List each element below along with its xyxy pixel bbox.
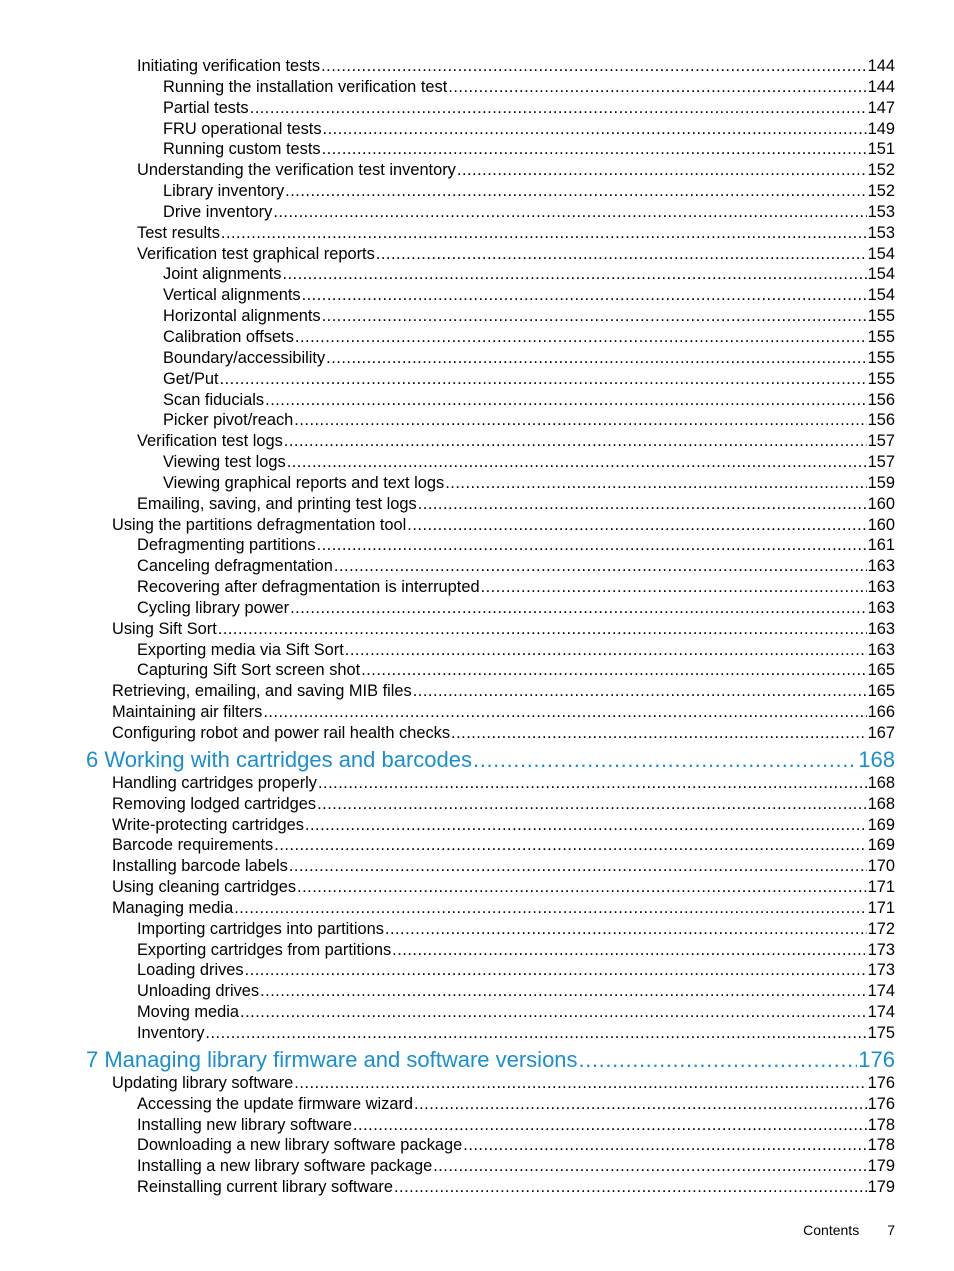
dot-leader	[481, 577, 867, 598]
toc-entry[interactable]	[0, 494, 954, 515]
dot-leader	[473, 746, 857, 773]
dot-leader	[287, 452, 867, 473]
toc-entry-title: Installing barcode labels	[112, 857, 288, 876]
toc-entry-title: Verification test logs	[137, 432, 283, 451]
toc-entry-title: Moving media	[137, 1003, 240, 1022]
dot-leader	[221, 223, 867, 244]
dot-leader	[414, 1094, 867, 1115]
dot-leader	[407, 515, 866, 536]
toc-entry-title: Running custom tests	[163, 140, 321, 159]
toc-entry-title: 6 Working with cartridges and barcodes	[86, 746, 473, 772]
toc-entry-title: Scan fiducials	[163, 390, 265, 409]
toc-entry-page: 165	[867, 682, 895, 701]
toc-entry[interactable]	[0, 1115, 954, 1136]
toc-entry[interactable]	[0, 598, 954, 619]
dot-leader	[282, 264, 866, 285]
toc-entry[interactable]	[0, 473, 954, 494]
page-footer	[803, 1222, 895, 1238]
toc-entry-page: 155	[867, 348, 895, 367]
dot-leader	[326, 348, 866, 369]
toc-entry-page: 144	[867, 57, 895, 75]
toc-entry[interactable]	[0, 702, 954, 723]
toc-entry[interactable]	[0, 577, 954, 598]
dot-leader	[463, 1135, 866, 1156]
toc-entry-title: Installing new library software	[137, 1115, 352, 1134]
toc-entry-title: Canceling defragmentation	[137, 557, 333, 576]
toc-entry-title: Library inventory	[163, 182, 285, 201]
toc-entry[interactable]	[0, 77, 954, 98]
toc-entry-page: 168	[867, 794, 895, 813]
toc-entry-title: Viewing test logs	[163, 453, 286, 472]
toc-entry-page: 147	[867, 98, 895, 117]
toc-entry-title: Maintaining air filters	[112, 703, 263, 722]
dot-leader	[274, 835, 866, 856]
toc-entry[interactable]	[0, 369, 954, 390]
toc-entry[interactable]	[0, 452, 954, 473]
dot-leader	[385, 919, 867, 940]
toc-entry-page: 179	[867, 1157, 895, 1176]
toc-entry[interactable]	[0, 285, 954, 306]
toc-entry-page: 168	[858, 746, 895, 772]
dot-leader	[392, 940, 866, 961]
toc-entry[interactable]	[0, 681, 954, 702]
toc-entry-title: 7 Managing library firmware and software versions	[86, 1046, 578, 1072]
toc-entry-page: 165	[867, 661, 895, 680]
toc-entry[interactable]	[0, 223, 954, 244]
toc-entry[interactable]	[0, 1094, 954, 1115]
toc-entry-title: Horizontal alignments	[163, 307, 321, 326]
toc-entry-page: 175	[867, 1023, 895, 1042]
toc-entry-title: Initiating verification tests	[137, 57, 321, 75]
toc-entry-page: 171	[867, 898, 895, 917]
toc-entry[interactable]	[0, 1135, 954, 1156]
toc-entry-title: Defragmenting partitions	[137, 536, 316, 555]
toc-entry-page: 163	[867, 640, 895, 659]
dot-leader	[290, 598, 867, 619]
dot-leader	[445, 473, 866, 494]
toc-entry-page: 170	[867, 857, 895, 876]
toc-entry-page: 157	[867, 432, 895, 451]
toc-entry-title: Verification test graphical reports	[137, 244, 375, 263]
dot-leader	[218, 619, 867, 640]
dot-leader	[317, 535, 867, 556]
toc-entry[interactable]	[0, 940, 954, 961]
toc-entry-page: 163	[867, 578, 895, 597]
toc-entry-title: Removing lodged cartridges	[112, 794, 317, 813]
toc-entry-page: 149	[867, 119, 895, 138]
dot-leader	[263, 702, 866, 723]
toc-entry[interactable]	[0, 919, 954, 940]
toc-entry[interactable]	[0, 723, 954, 744]
toc-entry-page: 168	[867, 773, 895, 792]
toc-entry-page: 154	[867, 244, 895, 263]
toc-entry[interactable]	[0, 1156, 954, 1177]
toc-entry-page: 174	[867, 1003, 895, 1022]
toc-entry[interactable]	[0, 1002, 954, 1023]
toc-entry-title: Downloading a new library software package	[137, 1136, 463, 1155]
toc-entry-page: 163	[867, 598, 895, 617]
toc-entry[interactable]	[0, 835, 954, 856]
dot-leader	[240, 1002, 867, 1023]
toc-entry-page: 156	[867, 411, 895, 430]
toc-entry-page: 159	[867, 473, 895, 492]
toc-entry-title: Inventory	[137, 1023, 205, 1042]
dot-leader	[234, 898, 866, 919]
toc-entry[interactable]	[0, 898, 954, 919]
dot-leader	[418, 494, 867, 515]
dot-leader	[302, 285, 867, 306]
dot-leader	[294, 1073, 866, 1094]
dot-leader	[321, 56, 867, 77]
toc-entry[interactable]	[0, 515, 954, 536]
toc-entry-page: 160	[867, 515, 895, 534]
toc-entry-page: 144	[867, 77, 895, 96]
toc-entry-title: Drive inventory	[163, 202, 273, 221]
toc-entry-title: Retrieving, emailing, and saving MIB files	[112, 682, 412, 701]
toc-entry-page: 153	[867, 223, 895, 242]
dot-leader	[579, 1046, 858, 1073]
toc-entry[interactable]	[0, 1177, 954, 1198]
dot-leader	[260, 981, 867, 1002]
toc-entry-title: Configuring robot and power rail health checks	[112, 724, 451, 742]
toc-entry-page: 155	[867, 327, 895, 346]
dot-leader	[433, 1156, 866, 1177]
toc-entry-page: 160	[867, 494, 895, 513]
toc-entry-page: 151	[867, 140, 895, 159]
dot-leader	[205, 1023, 866, 1044]
toc-entry-title: Vertical alignments	[163, 286, 301, 305]
toc-entry-title: Calibration offsets	[163, 327, 294, 346]
toc-entry-title: Joint alignments	[163, 265, 282, 284]
toc-entry-page: 169	[867, 836, 895, 855]
toc-entry[interactable]	[0, 181, 954, 202]
toc-entry-title: FRU operational tests	[163, 119, 322, 138]
toc-entry-page: 173	[867, 940, 895, 959]
dot-leader	[394, 1177, 867, 1198]
toc-entry-title: Installing a new library software package	[137, 1157, 433, 1176]
toc-entry-page: 178	[867, 1115, 895, 1134]
toc-entry-title: Write-protecting cartridges	[112, 815, 304, 834]
toc-entry[interactable]	[0, 244, 954, 265]
toc-entry-title: Recovering after defragmentation is interrupted	[137, 578, 480, 597]
toc-entry[interactable]	[0, 640, 954, 661]
toc-entry[interactable]	[0, 1023, 954, 1044]
toc-entry[interactable]	[0, 119, 954, 140]
toc-entry[interactable]	[0, 264, 954, 285]
toc-entry[interactable]	[0, 773, 954, 794]
toc-entry-title: Understanding the verification test inventory	[137, 161, 456, 180]
toc-entry[interactable]	[0, 1073, 954, 1094]
toc-entry[interactable]	[0, 56, 954, 77]
toc-entry-title: Handling cartridges properly	[112, 773, 317, 792]
toc-entry-page: 176	[858, 1046, 895, 1072]
dot-leader	[317, 794, 867, 815]
dot-leader	[273, 202, 866, 223]
toc-entry-page: 173	[867, 961, 895, 980]
toc-entry-title: Get/Put	[163, 369, 219, 388]
toc-chapter-entry[interactable]	[0, 1046, 954, 1073]
toc-entry-title: Picker pivot/reach	[163, 411, 294, 430]
toc-entry-title: Updating library software	[112, 1073, 294, 1092]
toc-entry[interactable]	[0, 202, 954, 223]
dot-leader	[413, 681, 867, 702]
dot-leader	[323, 119, 867, 140]
footer-page-number: 7	[887, 1222, 895, 1238]
toc-entry-title: Loading drives	[137, 961, 244, 980]
toc-entry-title: Importing cartridges into partitions	[137, 919, 384, 938]
toc-entry-page: 154	[867, 265, 895, 284]
dot-leader	[376, 244, 867, 265]
toc-entry[interactable]	[0, 348, 954, 369]
toc-entry-title: Capturing Sift Sort screen shot	[137, 661, 361, 680]
dot-leader	[451, 723, 867, 744]
toc-entry-page: 179	[867, 1178, 895, 1197]
toc-entry-page: 172	[867, 919, 895, 938]
toc-entry[interactable]	[0, 660, 954, 681]
toc-entry-title: Exporting media via Sift Sort	[137, 640, 344, 659]
toc-entry[interactable]	[0, 815, 954, 836]
dot-leader	[297, 877, 867, 898]
toc-entry-title: Cycling library power	[137, 598, 290, 617]
toc-entry-title: Using the partitions defragmentation tool	[112, 515, 407, 534]
toc-entry-page: 167	[867, 724, 895, 742]
toc-entry-title: Reinstalling current library software	[137, 1178, 393, 1197]
toc-entry-title: Unloading drives	[137, 982, 260, 1001]
toc-entry[interactable]	[0, 160, 954, 181]
dot-leader	[284, 431, 867, 452]
toc-entry-title: Exporting cartridges from partitions	[137, 940, 392, 959]
dot-leader	[305, 815, 867, 836]
toc-entry[interactable]	[0, 794, 954, 815]
toc-entry-title: Viewing graphical reports and text logs	[163, 473, 445, 492]
toc-entry-title: Test results	[137, 223, 220, 242]
table-of-contents	[0, 56, 954, 1198]
toc-entry-page: 156	[867, 390, 895, 409]
dot-leader	[318, 773, 867, 794]
dot-leader	[289, 856, 867, 877]
toc-entry-page: 153	[867, 202, 895, 221]
toc-entry[interactable]	[0, 877, 954, 898]
dot-leader	[448, 77, 866, 98]
toc-entry-page: 178	[867, 1136, 895, 1155]
toc-entry-title: Boundary/accessibility	[163, 348, 326, 367]
toc-entry-title: Managing media	[112, 898, 234, 917]
toc-entry[interactable]	[0, 619, 954, 640]
toc-entry-page: 163	[867, 557, 895, 576]
dot-leader	[361, 660, 866, 681]
toc-entry-title: Emailing, saving, and printing test logs	[137, 494, 417, 513]
toc-entry-page: 174	[867, 982, 895, 1001]
toc-entry-page: 157	[867, 453, 895, 472]
dot-leader	[220, 369, 867, 390]
footer-section-label: Contents	[803, 1222, 860, 1238]
toc-entry[interactable]	[0, 139, 954, 160]
toc-entry[interactable]	[0, 98, 954, 119]
toc-entry-page: 152	[867, 161, 895, 180]
dot-leader	[457, 160, 867, 181]
toc-entry-page: 169	[867, 815, 895, 834]
toc-entry[interactable]	[0, 306, 954, 327]
toc-entry-page: 171	[867, 878, 895, 897]
dot-leader	[295, 327, 867, 348]
toc-entry-title: Barcode requirements	[112, 836, 274, 855]
dot-leader	[322, 306, 867, 327]
dot-leader	[345, 640, 867, 661]
dot-leader	[245, 960, 867, 981]
toc-entry[interactable]	[0, 410, 954, 431]
toc-entry-page: 155	[867, 307, 895, 326]
toc-entry-page: 176	[867, 1073, 895, 1092]
toc-entry-title: Accessing the update firmware wizard	[137, 1094, 414, 1113]
toc-entry[interactable]	[0, 327, 954, 348]
toc-entry-page: 155	[867, 369, 895, 388]
dot-leader	[265, 390, 867, 411]
dot-leader	[294, 410, 866, 431]
dot-leader	[353, 1115, 867, 1136]
toc-entry[interactable]	[0, 556, 954, 577]
toc-entry[interactable]	[0, 960, 954, 981]
toc-entry[interactable]	[0, 431, 954, 452]
dot-leader	[322, 139, 867, 160]
toc-entry[interactable]	[0, 390, 954, 411]
toc-entry-page: 152	[867, 182, 895, 201]
toc-entry-title: Using Sift Sort	[112, 619, 217, 638]
toc-entry-page: 163	[867, 619, 895, 638]
toc-entry-page: 154	[867, 286, 895, 305]
toc-entry-title: Using cleaning cartridges	[112, 878, 297, 897]
toc-entry-page: 166	[867, 703, 895, 722]
toc-chapter-entry[interactable]	[0, 746, 954, 773]
toc-entry-title: Running the installation verification test	[163, 77, 448, 96]
dot-leader	[285, 181, 866, 202]
toc-entry-page: 161	[867, 536, 895, 555]
dot-leader	[250, 98, 867, 119]
toc-entry-title: Partial tests	[163, 98, 249, 117]
toc-entry[interactable]	[0, 981, 954, 1002]
toc-entry[interactable]	[0, 856, 954, 877]
dot-leader	[334, 556, 867, 577]
toc-entry-page: 176	[867, 1094, 895, 1113]
toc-entry[interactable]	[0, 535, 954, 556]
